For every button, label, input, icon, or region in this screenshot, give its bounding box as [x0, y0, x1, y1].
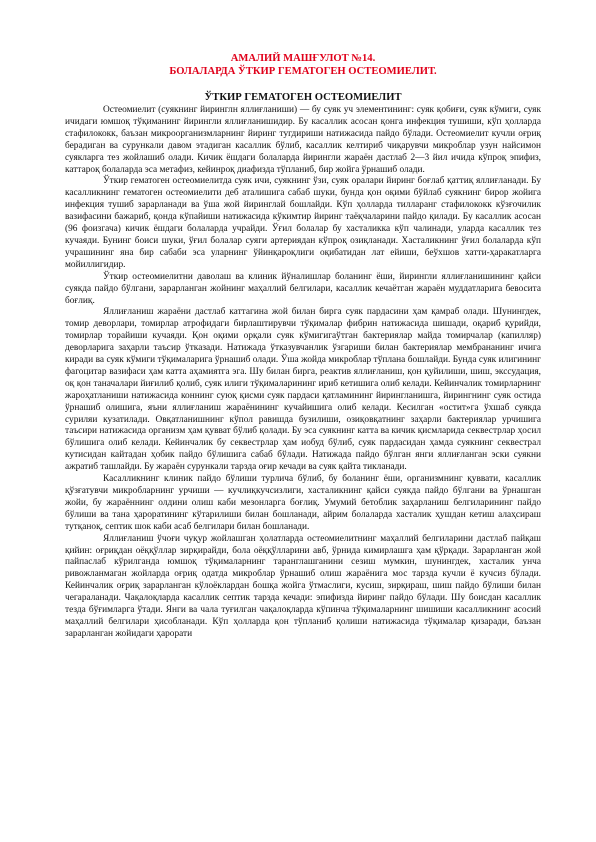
paragraph-3: Ўткир остеомиелитни даволаш ва клиник йўналишлар боланинг ёши, йирингли яллиғланишининг қайси суякда пайдо бўлгани, зарарланган жойнинг маҳаллий белгилари, касаллик кечаётган жараён муддатларига бевосита боғлиқ.	[65, 271, 541, 306]
paragraph-4: Яллиғланиш жараёни дастлаб каттагина жой билан бирга суяк пардасини ҳам қамраб олади. Шунингдек, томир деворлари, томирлар атрофидаги бирлаштирувчи тўқималар фибрин натижасида шишади, оқариб қурийди, томирлар торайиши кучаяди. Қон оқими орқали суяк кўмигигаўтган бактериялар майда томирчалар (капилляр) деворларига заҳарли таъсир ўтказади. Натижада ўтказувчанлик ўзгариши билан бактериялар мембрананинг ичига киради ва суяк кўмиги тўқималарига ўрнашиб олади. Ўша жойда микроблар тўплана бошлайди. Бунда суяк илигининг фагоцитар вазифаси ҳам катта аҳамиятга эга. Шу билан бирга, реактив яллиғланиш, қон қуйилиши, шиш, экссудация, оқ қон таначалари йиғилиб қолиб, суяк илиги тўқималарининг ириб кетишига олиб келади. Кейинчалик томирларнинг жароҳатланиши натижасида коннинг суюқ қисми суяк пардаси қатламининг йирингланишга, йирингнинг суяк остида ўрнашиб олишига, яъни яллиғланиш жараёнининг кучайишига олиб келади. Кесилган «остит»га ўхшаб суякда суриляи кузатилади. Овқатланишнинг кўпол равишда бузилиши, озиқовқатнинг заҳарли бактериялар урчишига таъсири натижасида организм ҳам қувват бўлиб қолади. Бу эса суякнинг катта ва кичик қисмларида секвестрлар ҳосил бўлишига олиб келади. Кейинчалик бу секвестрлар ҳам иобуд бўлиб, суяк пардасидан ҳамда суякнинг секвестрал кутисидан кайтадан ҳобик пайдо бўлишига сабаб бўлади. Натижада пайдо бўлган янги яллиғланган эски суякни ажратиб ташлайди. Бу жараён сурункали тарзда оғир кечади ва суяк қайта тикланади.	[65, 307, 541, 473]
paragraph-2: Ўткир гематоген остеомиелитда суяк ичи, суякнинг ўзи, суяк оралари йиринг боғлаб қаттиқ яллиғланади. Бу касалликнинг гематоген остеомиелити деб аталишига сабаб шуки, бунда қон оқими бўйлаб суякнинг бирор жойига инфекция тушиб зарарланади ва ўша жой йиринглай бошлайди. Кўп ҳолларда тилларанг стафилококк кўзғочилик вазифасини бажариб, қонда кўпайиши натижасида кўкимтир йиринг таёқчаларини пайдо қилади. Бу касаллик асосан (96 фоизгача) кичик ёшдаги болаларда учрайди. Ўғил болалар бу хасталикка кўп чалинади, уларда касаллик тез кучаяди. Бунинг боиси шуки, ўғил болалар суяги артериядан кўпроқ озиқланади. Хасталикнинг ўғил болаларда кўп учрашининг яна бир сабаби эса уларнинг ўйинқароқлиги оқибатидан лат ейиши, беўхшов хатти-ҳаракатларга мойиллигидир.	[65, 176, 541, 270]
paragraph-1: Остеомиелит (суякнинг йиринглн яллиғланиши) — бу суяк уч элементининг: суяк қобиғи, суяк кўмиги, суяк ичидаги юмшоқ тўқиманинг йирингли яллиғланишидир. Бу касаллик асосан қонга инфекция тушиши, кўп ҳолларда стафилококк, баъзан микроорганизмларнинг йиринг тугдириши натижасида пайдо бўлади. Остеомиелит кучли оғриқ берадиган ва сурункали давом этадиган касаллик бўлиб, касаллик келтириб чиқарувчи микроблар узун найсимон суякларга тез жойлашиб олади. Кичик ёшдаги болаларда йирингли жараён дастлаб 2—3 йил ичида кўпроқ эпифиз, каттароқ болаларда эса метафиз, кейинроқ диафизда тўпланиб, бир жойга ўрнашиб олади.	[65, 105, 541, 175]
lesson-topic-title: БОЛАЛАРДА ЎТКИР ГЕМАТОГЕН ОСТЕОМИЕЛИТ.	[169, 66, 437, 77]
section-heading: ЎТКИР ГЕМАТОГЕН ОСТЕОМИЕЛИТ	[204, 92, 402, 103]
paragraph-5: Касалликнинг клиник пайдо бўлиши турлича бўлиб, бу боланинг ёши, организмнинг қуввати, касаллик қўзғатувчи микробларнинг урчиши — кучлиқкучсизлиги, хасталикнинг қайси суякда пайдо бўлгани ва ўрнашган жойи, бу жараённинг олдини олиш каби мезонларга боғлиқ. Умумий бетоблик заҳарланиш белгиларининг пайдо бўлиши ва тана ҳароратининг кўтарилиши билан бошланади, айрим болаларда хасталик ҳушдан кетиш алаҳсираш тутқаноқ, септик шок каби асаб белгилари билан бошланади.	[65, 474, 541, 532]
lesson-number-title: АМАЛИЙ МАШҒУЛОТ №14.	[230, 53, 376, 64]
paragraph-6: Яллиғланиш ўчоғи чуқур жойлашган ҳолатларда остеомиелитнинг маҳаллий белгиларини дастлаб пайқаш қийин: оғриқдан оёққўллар зирқирайди, бола оёққўлларини авб, ўрнида кимирлашга ҳам қўрқади. Зарарланган жой пайпаслаб кўрилганда юмшоқ тўқималарнинг таранглашганини сезиш мумкин, шунингдек, хасталик унча ривожланмаган жойларда оғриқ одатда микроблар ўрнашиб олиш жараёнига мос тарзда кучли ё кучсиз бўлади. Кейинчалик оғриқ зарарланган кўлоёклардан бошқа жойга ўтмаслиги, кусиш, зирқираш, шиш пайдо бўлиши билан чегараланади. Чақалоқларда касаллик септик тарзда кечади: эпифизда йиринг пайдо бўлади. Шу боисдан касаллик тезда бўғимларга ўтади. Янги ва чала туғилган чақалоқларда кўпинча тўқималарнинг шишиши касалликнинг асосий маҳаллий белгилари ҳисобланади. Кўп ҳолларда қон тўпланиб қолиши натижасида тўқималар қизаради, баъзан зарарланган жойидаги ҳарорати	[65, 533, 541, 639]
